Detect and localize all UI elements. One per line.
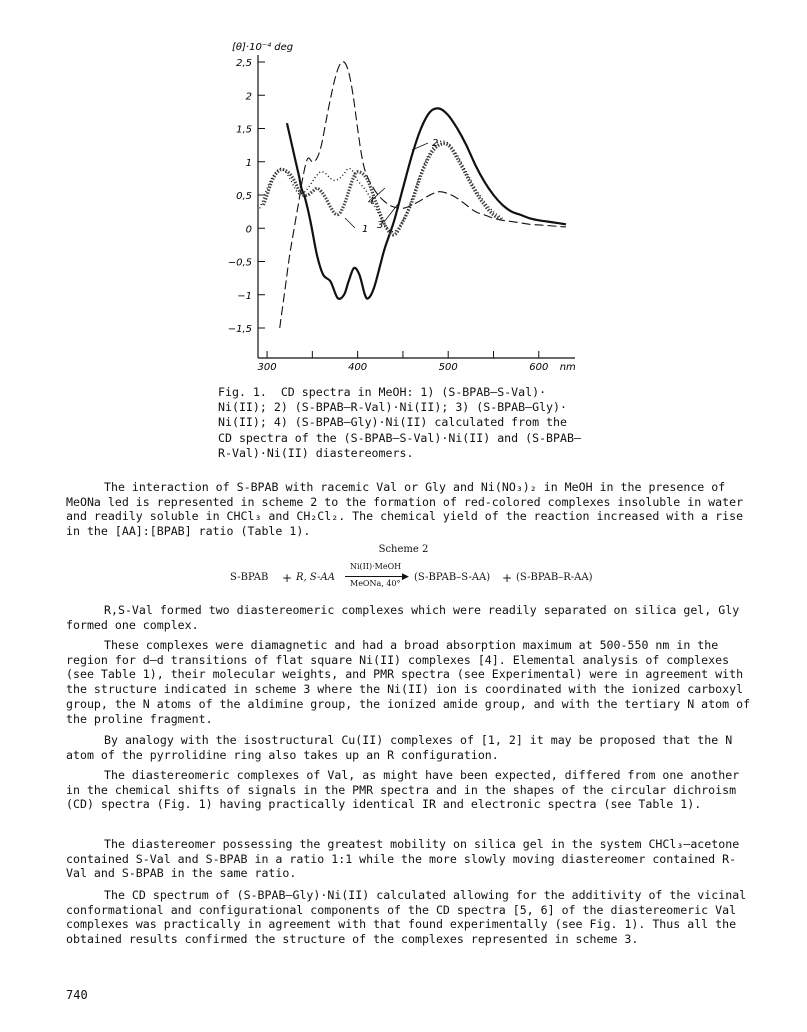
scheme-product-1: (S-BPAB–S-AA) bbox=[414, 572, 491, 583]
scheme-reactant-1: S-BPAB bbox=[230, 572, 269, 583]
y-axis-label: [θ]·10⁻⁴ deg bbox=[232, 42, 294, 53]
y-tick-label: 0 bbox=[245, 224, 252, 236]
series-2-line bbox=[280, 62, 566, 328]
scheme-reactant-2: R, S-AA bbox=[296, 572, 335, 583]
annotation-leader bbox=[374, 188, 385, 198]
series-annotation: 1 bbox=[362, 224, 369, 235]
caption-line: Ni(II); 2) (S-BPAB–R-Val)·Ni(II); 3) (S-BPAB–Gly)· bbox=[218, 400, 568, 415]
x-tick-label: 500 bbox=[438, 362, 458, 373]
caption-line: Ni(II); 4) (S-BPAB–Gly)·Ni(II) calculated from the bbox=[218, 415, 568, 430]
series-annotation: 4 bbox=[368, 196, 375, 207]
y-tick-label: 0,5 bbox=[236, 191, 252, 202]
y-tick-label: −1 bbox=[237, 290, 252, 302]
paragraph-4: By analogy with the isostructural Cu(II) complexes of [1, 2] it may be proposed that the N atom of the pyrrolidine ring also takes up an R configuration. bbox=[66, 733, 733, 762]
x-axis-label: nm bbox=[559, 362, 576, 373]
y-tick-label: −1,5 bbox=[227, 324, 252, 335]
scheme-condition-below: MeONa, 40° bbox=[350, 579, 401, 588]
y-tick-label: 1,5 bbox=[236, 124, 252, 136]
y-tick-label: 2,5 bbox=[236, 58, 252, 69]
annotation-leader bbox=[345, 218, 355, 228]
y-tick-label: 2 bbox=[245, 91, 252, 103]
paragraph-6: The diastereomer possessing the greatest mobility on silica gel in the system CHCl₃–acetone contained S-Val and S-BPAB in a ratio 1:1 while the more slowly moving diastereomer contained R-Val and S-BPAB in the same ratio. bbox=[66, 837, 740, 881]
figure-caption bbox=[218, 385, 581, 461]
scheme-title: Scheme 2 bbox=[378, 544, 429, 555]
paragraph-7: The CD spectrum of (S-BPAB–Gly)·Ni(II) calculated allowing for the additivity of the vicinal conformational and configurational components of the CD spectra [5, 6] of the diastereomeric Val complexes was practically in agreement with that found experimentally (see Fig. 1). Thus all the obtained results confirmed the structure of the complexes represented in scheme 3. bbox=[66, 888, 747, 947]
x-tick-label: 400 bbox=[348, 362, 368, 373]
caption-line: Fig. 1. CD spectra in MeOH: 1) (S-BPAB–S-Val)· bbox=[218, 385, 547, 399]
scheme-product-2: (S-BPAB–R-AA) bbox=[516, 572, 593, 583]
series-annotation: 2 bbox=[432, 138, 439, 149]
scheme-arrow bbox=[345, 576, 405, 577]
paragraph-3: These complexes were diamagnetic and had a broad absorption maximum at 500-550 nm in the region for d–d transitions of flat square Ni(II) complexes [4]. Elemental analysis of complexes (see Table 1), their molecular weights, and PMR spectra (see Experimental) were in agreement with the structure indicated in scheme 3 where the Ni(II) ion is coordinated with the ionized carboxyl group, the N atoms of the aldimine group, the ionized amide group, and with the tertiary N atom of the proline fragment. bbox=[66, 638, 751, 726]
paragraph-2: R,S-Val formed two diastereomeric complexes which were readily separated on silica gel, Gly formed one complex. bbox=[66, 603, 740, 632]
scheme-plus: + bbox=[282, 571, 293, 585]
scheme-plus: + bbox=[502, 571, 513, 585]
caption-line: CD spectra of the (S-BPAB–S-Val)·Ni(II) and (S-BPAB– bbox=[218, 430, 581, 445]
x-tick-label: 300 bbox=[257, 362, 277, 373]
caption-line: R-Val)·Ni(II) diastereomers. bbox=[218, 445, 414, 460]
y-tick-label: −0,5 bbox=[227, 257, 252, 269]
chart-series bbox=[260, 62, 566, 328]
cd-spectra-chart bbox=[0, 0, 807, 380]
paragraph-5: The diastereomeric complexes of Val, as might have been expected, differed from one another in the chemical shifts of signals in the PMR spectra and in the shapes of the circular dichroism (CD) spectra (Fig. 1) having practically identical IR and electronic spectra (see Table 1). bbox=[66, 768, 740, 812]
y-tick-label: 1 bbox=[245, 157, 252, 169]
scheme-arrow-head: ▶ bbox=[402, 572, 409, 582]
reaction-scheme bbox=[230, 562, 650, 592]
page-number: 740 bbox=[66, 988, 88, 1002]
scheme-condition-above: Ni(II)·MeOH bbox=[350, 562, 402, 571]
chart-axes bbox=[258, 55, 575, 358]
x-tick-label: 600 bbox=[529, 362, 549, 373]
paragraph-1: The interaction of S-BPAB with racemic Val or Gly and Ni(NO₃)₂ in MeOH in the presence of MeONa led is represented in scheme 2 to the formation of red-colored complexes insoluble in water and readily soluble in CHCl₃ and CH₂Cl₂. The chemical yield of the reaction increased with a rise in the [AA]:[BPAB] ratio (Table 1). bbox=[66, 480, 744, 539]
series-annotation: 3 bbox=[377, 220, 384, 231]
